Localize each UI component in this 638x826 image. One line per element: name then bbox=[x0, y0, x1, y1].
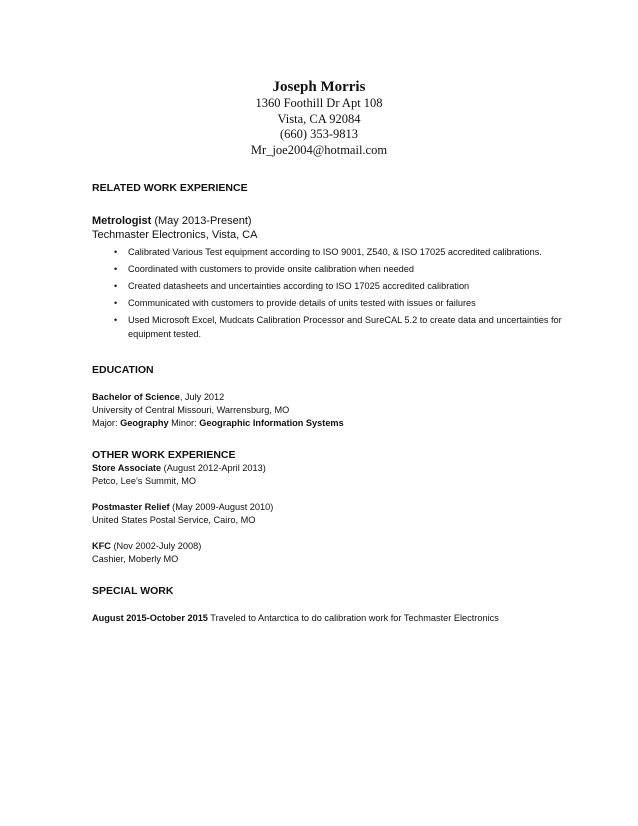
job-entry bbox=[92, 462, 562, 475]
major-minor-line: Major: Geography Minor: Geographic Information Systems bbox=[92, 418, 344, 428]
list-item: • Created datasheets and uncertainties according to ISO 17025 accredited calibration bbox=[114, 281, 470, 291]
phone-number: (660) 353-9813 bbox=[279, 127, 359, 141]
job-place: United States Postal Service, Cairo, MO bbox=[92, 515, 256, 525]
employer: Techmaster Electronics, Vista, CA bbox=[92, 229, 258, 241]
bullet-icon: • bbox=[114, 247, 118, 257]
job-place: Petco, Lee’s Summit, MO bbox=[92, 476, 196, 486]
address-line-1: 1360 Foothill Dr Apt 108 bbox=[255, 96, 383, 110]
duties-list bbox=[92, 245, 562, 341]
special-work-dates: August 2015-October 2015 bbox=[92, 613, 208, 623]
job-place: Cashier, Moberly MO bbox=[92, 554, 179, 564]
email-address: Mr_joe2004@hotmail.com bbox=[250, 142, 388, 157]
degree: Bachelor of Science bbox=[92, 392, 180, 402]
list-item: • Used Microsoft Excel, Mudcats Calibration Processor and SureCAL 5.2 to create data and uncertainties for equipment tested. bbox=[114, 315, 562, 339]
special-work-entry bbox=[92, 612, 572, 625]
job-dates: (Nov 2002-July 2008) bbox=[110, 541, 202, 551]
major: Geography bbox=[120, 418, 169, 428]
bullet-icon: • bbox=[114, 315, 118, 325]
degree-line bbox=[92, 391, 562, 404]
related-experience-heading: RELATED WORK EXPERIENCE bbox=[92, 182, 248, 194]
special-work-heading: SPECIAL WORK bbox=[92, 585, 174, 597]
job-dates: (August 2012-April 2013) bbox=[161, 463, 266, 473]
special-work-section bbox=[92, 584, 572, 625]
candidate-name: Joseph Morris bbox=[272, 79, 366, 95]
job-dates: (May 2009-August 2010) bbox=[169, 502, 274, 512]
special-work-text: Traveled to Antarctica to do calibration work for Techmaster Electronics bbox=[207, 613, 499, 623]
bullet-icon: • bbox=[114, 264, 118, 274]
bullet-icon: • bbox=[114, 281, 118, 291]
address-line-2: Vista, CA 92084 bbox=[277, 111, 361, 126]
job-title: Metrologist bbox=[92, 215, 152, 227]
list-item: • Calibrated Various Test equipment according to ISO 9001, Z540, & ISO 17025 accredited calibrations. bbox=[114, 247, 542, 257]
job-title: Store Associate bbox=[92, 463, 162, 473]
bullet-icon: • bbox=[114, 298, 118, 308]
job-title: Postmaster Relief bbox=[92, 502, 170, 512]
list-item: • Coordinated with customers to provide onsite calibration when needed bbox=[114, 264, 415, 274]
education-section bbox=[92, 363, 562, 430]
job-title-line bbox=[92, 214, 562, 228]
list-item: • Communicated with customers to provide details of units tested with issues or failures bbox=[114, 298, 476, 308]
job-entry bbox=[92, 501, 562, 514]
other-experience-section bbox=[92, 448, 562, 566]
other-experience-heading: OTHER WORK EXPERIENCE bbox=[92, 449, 236, 461]
job-dates: (May 2013-Present) bbox=[151, 215, 252, 227]
job-title: KFC bbox=[92, 541, 111, 551]
related-experience-section bbox=[92, 181, 562, 344]
job-entry bbox=[92, 540, 562, 553]
degree-date: , July 2012 bbox=[179, 392, 225, 402]
resume-header bbox=[0, 78, 638, 158]
school: University of Central Missouri, Warrensburg, MO bbox=[92, 405, 290, 415]
education-heading: EDUCATION bbox=[92, 364, 154, 376]
minor: Geographic Information Systems bbox=[199, 418, 344, 428]
